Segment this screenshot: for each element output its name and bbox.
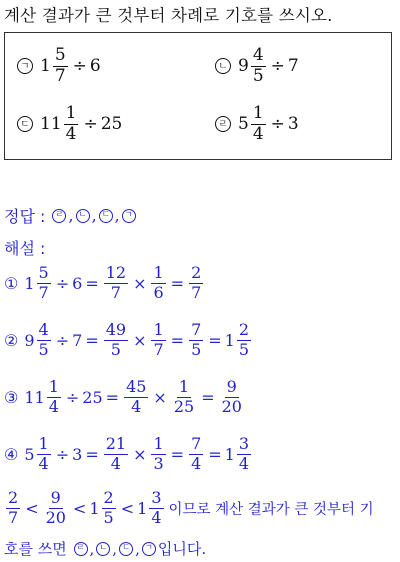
whole-number: 5 (24, 444, 35, 464)
fraction (6, 490, 20, 527)
solution-step (4, 322, 253, 359)
problem-box (4, 32, 392, 160)
circled-label: ㄷ (17, 116, 33, 132)
fraction (237, 322, 251, 359)
numerator: 5 (54, 45, 66, 65)
denominator: 7 (54, 65, 66, 86)
numerator: 12 (105, 263, 127, 282)
denominator: 7 (110, 282, 121, 302)
explanation-label: 해설 : (4, 239, 46, 258)
whole-number: 1 (40, 56, 51, 77)
denominator: 4 (252, 123, 264, 144)
divisor: 3 (287, 114, 299, 135)
fraction (151, 436, 165, 473)
denominator: 4 (110, 453, 121, 473)
denominator: 25 (173, 396, 195, 416)
equals-sign: = (208, 444, 222, 464)
numerator: 1 (153, 263, 164, 282)
circled-label: ㄹ (74, 542, 88, 556)
numerator: 1 (252, 103, 264, 123)
equals-sign: = (170, 273, 185, 293)
denominator: 4 (151, 507, 162, 527)
numerator: 5 (38, 263, 49, 282)
step-marker: ④ (4, 444, 19, 464)
fraction (151, 322, 165, 359)
numerator: 49 (105, 320, 127, 339)
less-than-sign: < (25, 498, 39, 518)
divide-sign: ÷ (65, 387, 80, 407)
equals-sign: = (85, 444, 99, 464)
fraction (53, 47, 68, 86)
circled-label: ㄴ (76, 209, 90, 223)
denominator: 4 (238, 453, 250, 473)
numerator: 1 (178, 377, 190, 396)
denominator: 4 (131, 396, 142, 416)
equals-sign: = (201, 387, 215, 407)
numerator: 9 (226, 377, 237, 396)
conclusion-suffix: 입니다. (157, 540, 207, 558)
times-sign: × (133, 444, 147, 464)
fraction (37, 436, 51, 473)
divide-sign: ÷ (55, 444, 70, 464)
fraction (220, 379, 244, 416)
divisor: 25 (100, 114, 123, 135)
divisor: 25 (82, 387, 103, 407)
problem-item (215, 105, 299, 144)
denominator: 4 (65, 123, 77, 144)
numerator: 4 (38, 320, 49, 339)
denominator: 5 (38, 339, 49, 359)
numerator: 7 (191, 320, 202, 339)
circled-label: ㄴ (215, 58, 231, 74)
numerator: 2 (191, 263, 202, 282)
equals-sign: = (85, 273, 99, 293)
divisor: 7 (287, 56, 299, 77)
fraction (104, 322, 128, 359)
fraction (44, 490, 68, 527)
whole-number: 1 (224, 444, 235, 464)
denominator: 20 (221, 396, 242, 416)
equals-sign: = (85, 330, 99, 350)
comparison-line (4, 490, 374, 527)
numerator: 45 (126, 377, 147, 396)
denominator: 5 (103, 507, 114, 527)
whole-number: 9 (24, 330, 35, 350)
divide-sign: ÷ (83, 114, 98, 135)
numerator: 3 (238, 434, 250, 453)
whole-number: 1 (24, 273, 35, 293)
answer-prefix: 정답 : (4, 207, 51, 226)
times-sign: × (153, 387, 167, 407)
numerator: 2 (8, 488, 19, 507)
times-sign: × (133, 330, 147, 350)
fraction (251, 47, 266, 86)
circled-label: ㄴ (96, 542, 110, 556)
denominator: 3 (153, 453, 164, 473)
whole-number: 9 (238, 56, 249, 77)
fraction (172, 379, 196, 416)
fraction (189, 322, 203, 359)
numerator: 21 (105, 434, 127, 453)
circled-label: ㄱ (17, 58, 33, 74)
comma: , (112, 539, 118, 558)
fraction (124, 379, 148, 416)
divide-sign: ÷ (55, 330, 70, 350)
equals-sign: = (170, 444, 185, 464)
numerator: 1 (38, 434, 49, 453)
fraction (251, 105, 266, 144)
denominator: 7 (191, 282, 202, 302)
solution-step (4, 265, 205, 302)
numerator: 4 (252, 45, 264, 65)
whole-number: 5 (238, 114, 249, 135)
fraction (151, 265, 165, 302)
divide-sign: ÷ (270, 114, 285, 135)
fraction (189, 265, 203, 302)
equals-sign: = (170, 330, 185, 350)
divisor: 3 (72, 444, 83, 464)
numerator: 1 (153, 434, 164, 453)
conclusion-prefix: 호를 쓰면 (4, 540, 72, 558)
circled-label: ㄱ (122, 209, 136, 223)
numerator: 7 (191, 434, 202, 453)
fraction (37, 265, 51, 302)
circled-label: ㄷ (119, 542, 133, 556)
less-than-sign: < (72, 498, 87, 518)
problem-item (17, 105, 122, 144)
denominator: 5 (191, 339, 202, 359)
denominator: 5 (110, 339, 121, 359)
problem-item (215, 47, 299, 86)
circled-label: ㄷ (99, 209, 113, 223)
numerator: 2 (238, 320, 250, 339)
conclusion-line (4, 538, 206, 559)
fraction (104, 436, 128, 473)
numerator: 9 (50, 488, 61, 507)
circled-label: ㄱ (142, 542, 156, 556)
times-sign: × (133, 273, 147, 293)
fraction (237, 436, 251, 473)
numerator: 1 (48, 377, 59, 396)
divisor: 6 (72, 273, 83, 293)
denominator: 4 (48, 396, 59, 416)
numerator: 1 (153, 320, 164, 339)
divide-sign: ÷ (72, 56, 87, 77)
equals-sign: = (105, 387, 120, 407)
divide-sign: ÷ (270, 56, 285, 77)
fraction (102, 490, 116, 527)
fraction (47, 379, 61, 416)
equals-sign: = (208, 330, 222, 350)
comma: , (135, 539, 140, 558)
numerator: 2 (103, 488, 114, 507)
whole-number: 11 (24, 387, 45, 407)
whole-number: 1 (224, 330, 235, 350)
problem-item (17, 47, 101, 86)
comparison-text: 이므로 계산 결과가 큰 것부터 기 (168, 501, 374, 518)
denominator: 7 (38, 282, 49, 302)
answer-line (4, 204, 138, 227)
numerator: 3 (151, 488, 162, 507)
fraction (189, 436, 203, 473)
step-marker: ① (4, 273, 19, 293)
whole-number: 1 (137, 498, 148, 518)
divisor: 6 (89, 56, 101, 77)
comma: , (114, 206, 120, 225)
step-marker: ③ (4, 387, 19, 407)
divisor: 7 (72, 330, 83, 350)
question-text: 계산 결과가 큰 것부터 차례로 기호를 쓰시오. (4, 6, 333, 25)
circled-label: ㄹ (52, 209, 66, 223)
denominator: 4 (191, 453, 202, 473)
whole-number: 1 (89, 498, 100, 518)
comma: , (89, 539, 95, 558)
denominator: 5 (238, 339, 250, 359)
circled-label: ㄹ (215, 116, 231, 132)
comma: , (91, 206, 97, 225)
numerator: 1 (65, 103, 77, 123)
comma: , (68, 206, 74, 225)
denominator: 20 (45, 507, 66, 527)
solution-step (4, 379, 246, 416)
denominator: 6 (153, 282, 164, 302)
whole-number: 11 (40, 114, 62, 135)
denominator: 5 (252, 65, 264, 86)
denominator: 4 (38, 453, 49, 473)
divide-sign: ÷ (55, 273, 70, 293)
solution-step (4, 436, 253, 473)
fraction (64, 105, 79, 144)
less-than-sign: < (120, 498, 135, 518)
fraction (104, 265, 128, 302)
denominator: 7 (8, 507, 19, 527)
step-marker: ② (4, 330, 19, 350)
fraction (149, 490, 163, 527)
fraction (37, 322, 51, 359)
denominator: 7 (153, 339, 164, 359)
